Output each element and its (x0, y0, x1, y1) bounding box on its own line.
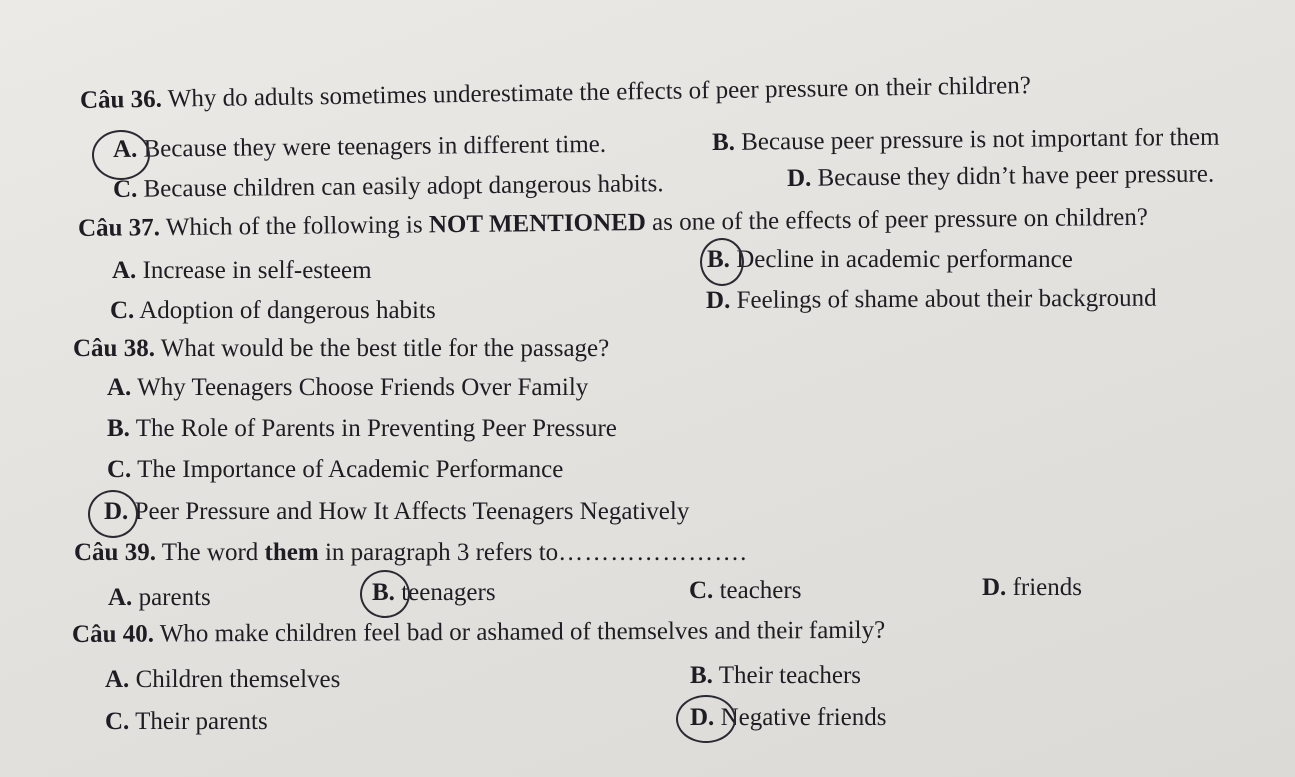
question-text-after: as one of the effects of peer pressure on children? (651, 203, 1149, 236)
option-text: friends (1012, 574, 1082, 601)
question-number: Câu 37. (77, 214, 161, 242)
option-38-a[interactable] (107, 373, 588, 403)
option-text: The Role of Parents in Preventing Peer Pressure (135, 415, 617, 442)
question-number: Câu 38. (73, 335, 155, 362)
question-38 (73, 334, 609, 364)
option-letter: C. (107, 456, 132, 483)
option-letter: A. (112, 135, 138, 163)
option-text: Because peer pressure is not important for them (741, 123, 1220, 156)
question-text: What would be the best title for the passage? (160, 335, 610, 362)
option-text: Children themselves (135, 666, 341, 693)
option-letter: A. (112, 257, 137, 284)
option-36-c[interactable] (113, 169, 664, 205)
option-37-a[interactable] (112, 256, 372, 286)
option-text: teenagers (401, 579, 496, 606)
question-number: Câu 36. (79, 85, 163, 114)
option-letter: C. (112, 175, 138, 203)
option-text: Peer Pressure and How It Affects Teenagers Negatively (134, 498, 690, 525)
option-40-a[interactable] (105, 665, 340, 695)
option-letter: B. (690, 662, 713, 689)
option-36-b[interactable] (712, 123, 1220, 158)
question-text-before: The word (161, 539, 259, 566)
option-letter: D. (104, 498, 129, 525)
option-letter: B. (107, 415, 130, 442)
option-letter: D. (982, 574, 1007, 601)
option-text: teachers (719, 577, 802, 604)
option-text: Feelings of shame about their background (736, 284, 1157, 314)
option-text: Their teachers (718, 662, 862, 689)
option-38-b[interactable] (107, 414, 617, 444)
question-text-before: Which of the following is (165, 211, 423, 242)
option-letter: B. (707, 246, 730, 273)
question-emphasis: NOT MENTIONED (428, 209, 646, 239)
option-39-c[interactable] (689, 576, 801, 606)
option-39-a[interactable] (108, 583, 211, 613)
option-37-b[interactable] (707, 245, 1073, 275)
question-text: Why do adults sometimes underestimate the effects of peer pressure on their children? (167, 72, 1032, 113)
question-text-after: in paragraph 3 refers to (324, 539, 559, 566)
option-letter: C. (689, 577, 714, 604)
question-40 (72, 616, 885, 650)
question-number: Câu 40. (71, 620, 155, 648)
option-40-d[interactable] (690, 703, 886, 733)
option-letter: D. (690, 704, 715, 731)
option-letter: C. (110, 297, 135, 324)
option-text: Negative friends (720, 704, 887, 731)
option-letter: D. (786, 164, 812, 192)
option-text: Because they were teenagers in different time. (143, 130, 607, 163)
question-text: Who make children feel bad or ashamed of themselves and their family? (159, 616, 886, 648)
option-letter: D. (705, 286, 731, 314)
option-text: Increase in self-esteem (142, 257, 372, 284)
question-37 (78, 203, 1148, 244)
option-letter: A. (107, 374, 132, 401)
option-39-b[interactable] (372, 578, 496, 608)
question-39 (74, 538, 747, 568)
option-letter: C. (105, 708, 130, 735)
option-letter: B. (372, 579, 395, 606)
option-37-d[interactable] (706, 284, 1157, 316)
question-emphasis: them (264, 539, 319, 566)
option-36-d[interactable] (787, 160, 1214, 194)
option-text: Their parents (135, 708, 268, 735)
option-40-c[interactable] (105, 707, 268, 737)
option-40-b[interactable] (690, 661, 861, 691)
option-text: parents (138, 584, 211, 611)
option-38-d[interactable] (104, 497, 689, 527)
option-39-d[interactable] (982, 573, 1082, 603)
question-36 (80, 71, 1031, 116)
answer-blank: …………………. (558, 539, 748, 566)
option-37-c[interactable] (110, 296, 436, 326)
option-text: Because children can easily adopt dangerous habits. (143, 170, 664, 203)
option-38-c[interactable] (107, 455, 563, 485)
option-letter: B. (711, 128, 736, 156)
option-text: Decline in academic performance (736, 246, 1073, 273)
option-letter: A. (108, 584, 133, 611)
option-36-a[interactable] (113, 130, 606, 165)
question-number: Câu 39. (74, 539, 156, 566)
option-text: The Importance of Academic Performance (137, 456, 564, 483)
option-text: Adoption of dangerous habits (139, 297, 436, 324)
option-letter: A. (105, 666, 130, 693)
option-text: Why Teenagers Choose Friends Over Family (137, 374, 589, 401)
option-text: Because they didn’t have peer pressure. (817, 160, 1215, 192)
